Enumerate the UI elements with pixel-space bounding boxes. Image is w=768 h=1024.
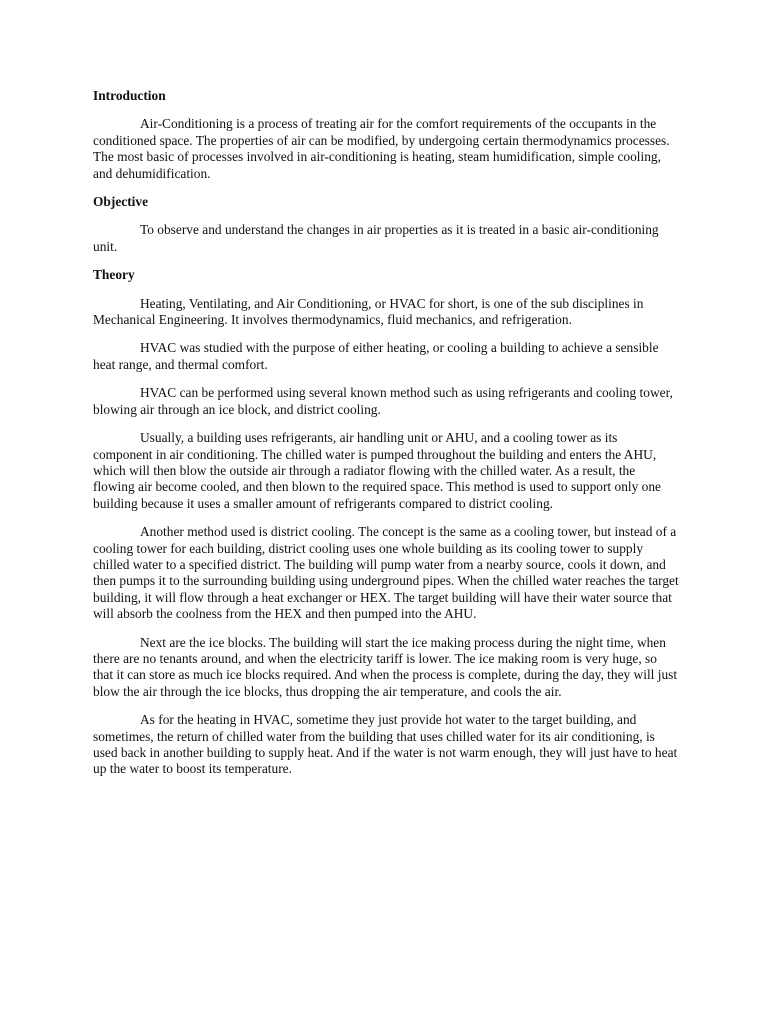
paragraph: Next are the ice blocks. The building will start the ice making process during the night time, when there are no tenants around, and when the electricity tariff is lower. The ice making room is very huge, so that it can store as much ice blocks required. And when the process is complete, during the day, they will just blow the air through the ice blocks, thus dropping the air temperature, and cools the air. bbox=[93, 634, 678, 699]
paragraph: HVAC can be performed using several known method such as using refrigerants and cooling tower, blowing air through an ice block, and district cooling. bbox=[93, 385, 673, 417]
section-theory bbox=[93, 267, 679, 778]
section-heading: Objective bbox=[93, 194, 149, 210]
paragraph: Air-Conditioning is a process of treating air for the comfort requirements of the occupants in the conditioned space. The properties of air can be modified, by undergoing certain thermodynamics processes. The most basic of processes involved in air-conditioning is heating, steam humidification, simple cooling, and dehumidification. bbox=[93, 116, 670, 181]
paragraph: Usually, a building uses refrigerants, air handling unit or AHU, and a cooling tower as its component in air conditioning. The chilled water is pumped throughout the building and enters the AHU, which will then blow the outside air through a radiator flowing with the chilled water. As a result, the flowing air become cooled, and then blown to the required space. This method is used to support only one building because it uses a smaller amount of refrigerants compared to district cooling. bbox=[93, 430, 661, 511]
paragraph: HVAC was studied with the purpose of either heating, or cooling a building to achieve a sensible heat range, and thermal comfort. bbox=[93, 340, 659, 372]
paragraph: As for the heating in HVAC, sometime they just provide hot water to the target building, and sometimes, the return of chilled water from the building that uses chilled water for its air conditioning, is used back in another building to supply heat. And if the water is not warm enough, they will just have to heat up the water to boost its temperature. bbox=[93, 712, 678, 777]
section-objective bbox=[93, 194, 679, 255]
section-introduction bbox=[93, 88, 679, 182]
document-body bbox=[93, 88, 679, 790]
section-heading: Theory bbox=[93, 267, 135, 283]
paragraph: Another method used is district cooling. The concept is the same as a cooling tower, but instead of a cooling tower for each building, district cooling uses one whole building as its cooling tower to supply chilled water to a specified district. The building will pump water from a nearby source, cools it down, and then pumps it to the surrounding building using underground pipes. When the chilled water reaches the target building, it will flow through a heat exchanger or HEX. The target building will have their water source that will absorb the coolness from the HEX and then pumped into the AHU. bbox=[93, 524, 679, 622]
section-heading: Introduction bbox=[93, 88, 166, 103]
paragraph: To observe and understand the changes in air properties as it is treated in a basic air-conditioning unit. bbox=[93, 222, 659, 254]
paragraph: Heating, Ventilating, and Air Conditioning, or HVAC for short, is one of the sub disciplines in Mechanical Engineering. It involves thermodynamics, fluid mechanics, and refrigeration. bbox=[93, 295, 644, 328]
